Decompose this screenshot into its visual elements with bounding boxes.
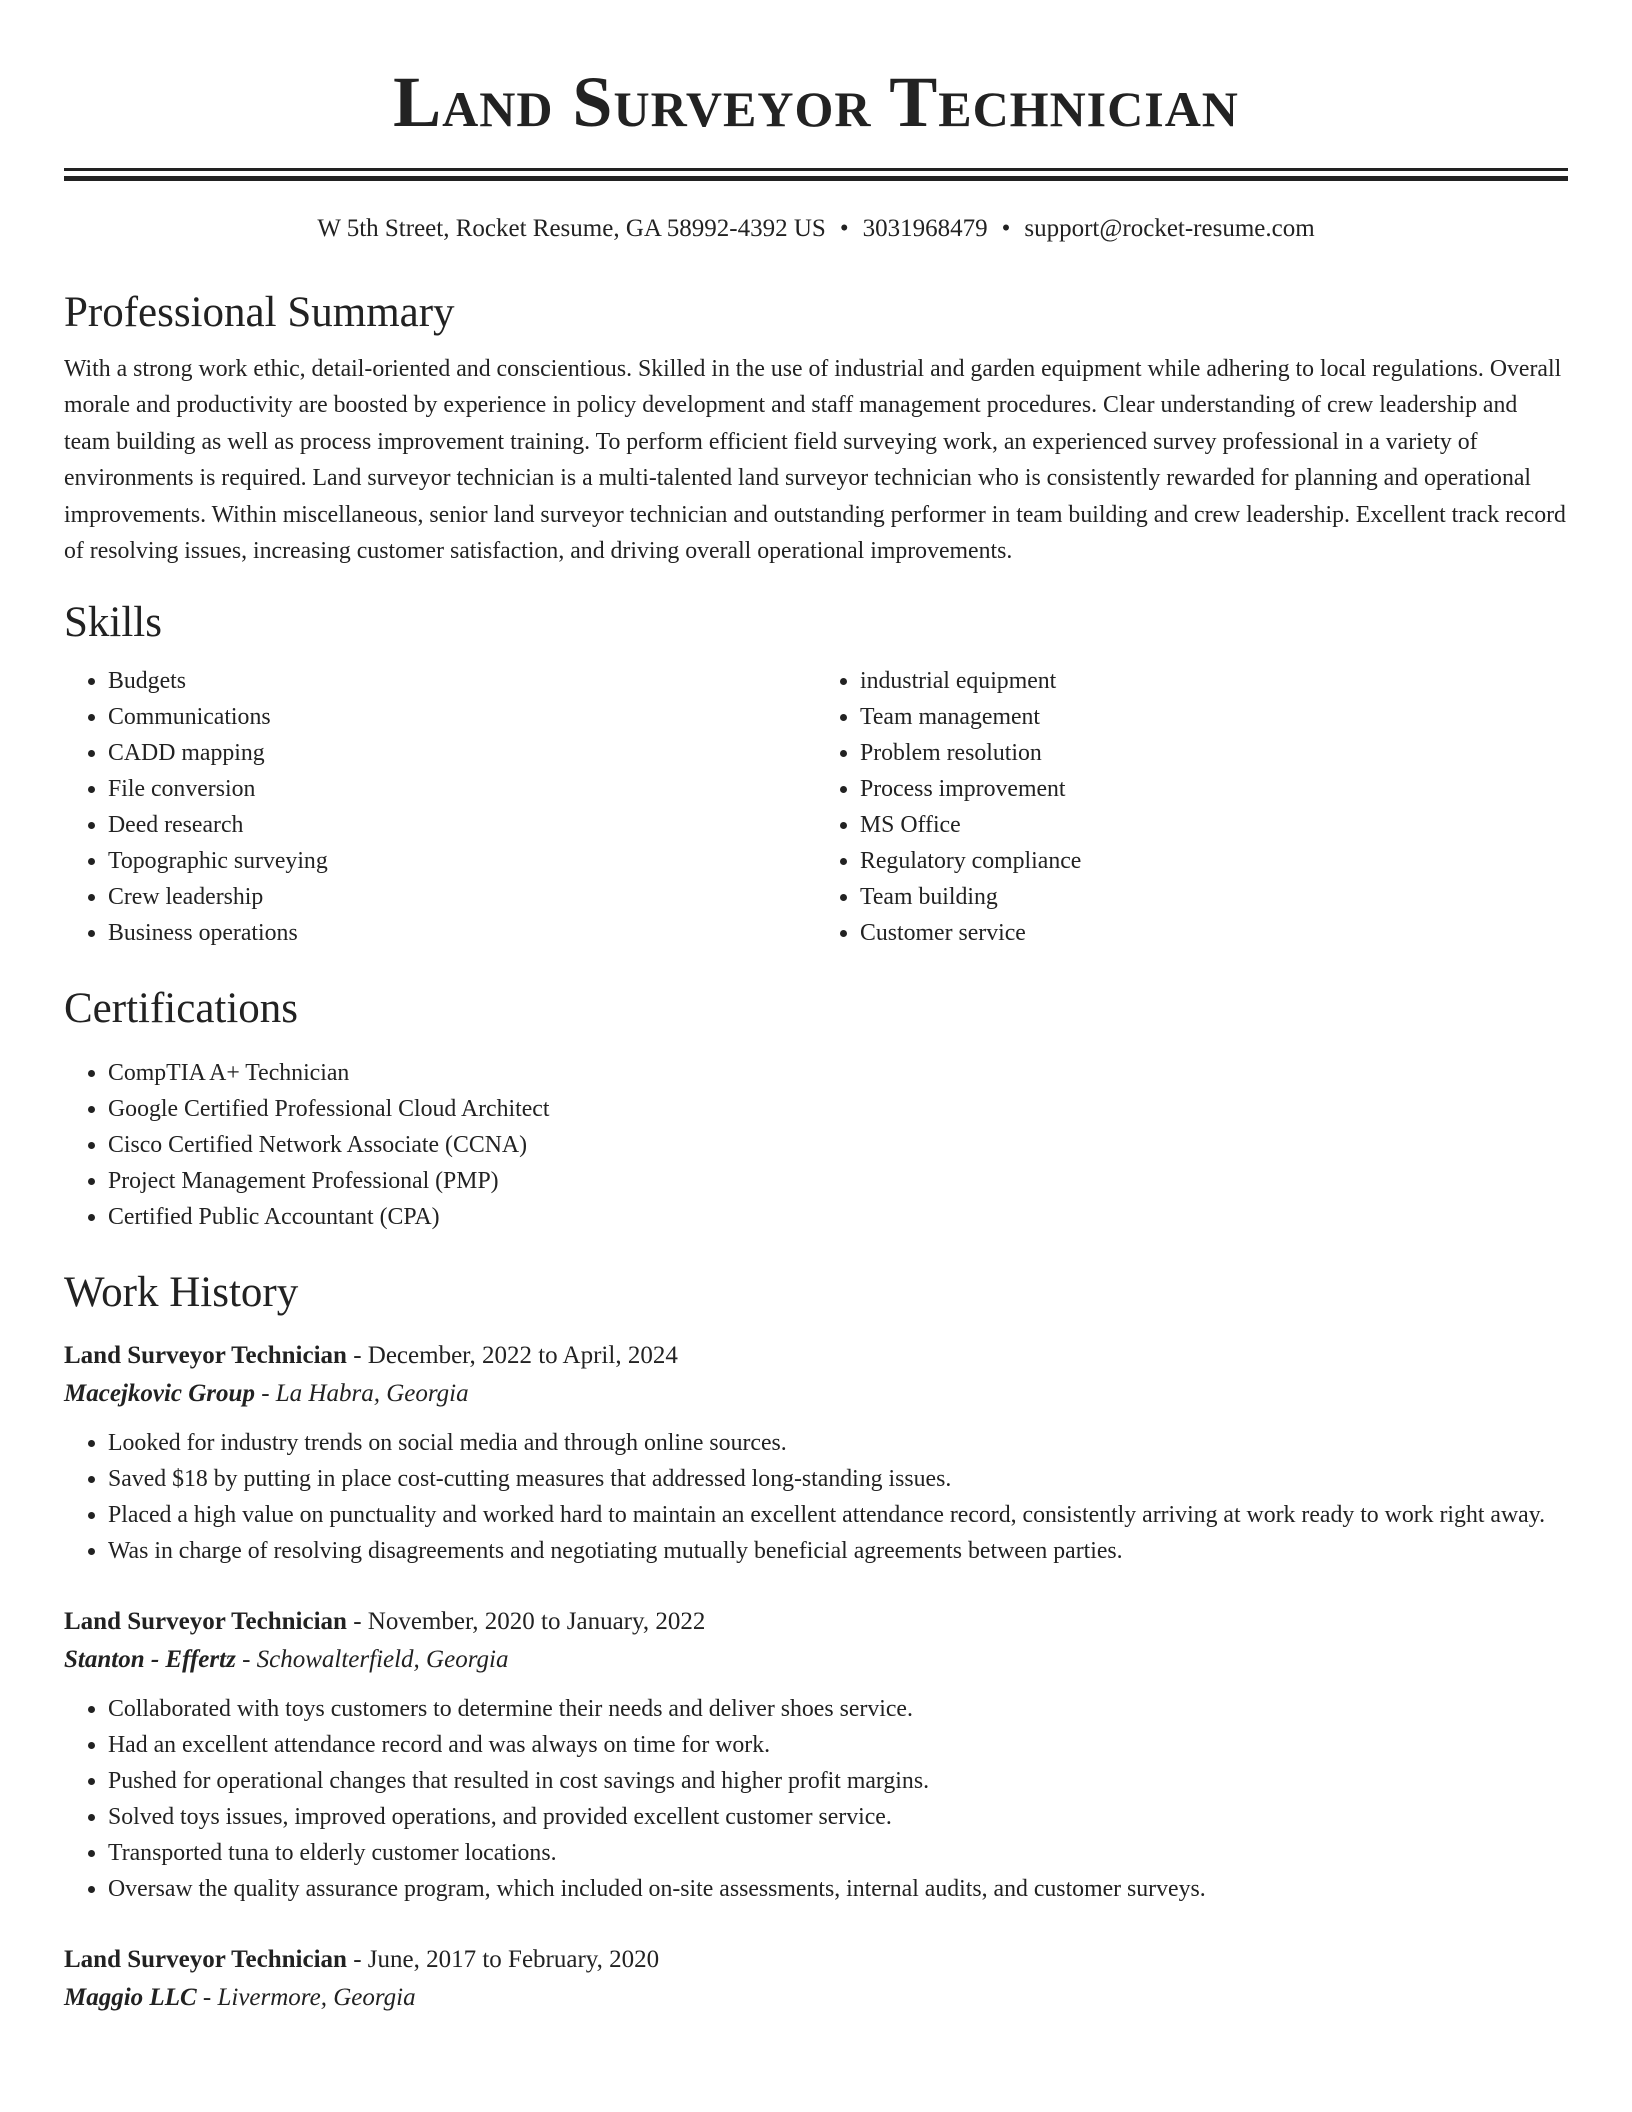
skill-item: • Team management [860, 699, 1568, 735]
job-bullet: • Looked for industry trends on social media and through online sources. [108, 1425, 1568, 1461]
skill-item: • Topographic surveying [108, 843, 816, 879]
skill-item: • Budgets [108, 663, 816, 699]
skill-item: • Problem resolution [860, 735, 1568, 771]
job-dates: November, 2020 to January, 2022 [367, 1608, 706, 1636]
dash: - [346, 1342, 368, 1370]
skill-item: • Business operations [108, 915, 816, 951]
job-bullet: • Was in charge of resolving disagreements and negotiating mutually beneficial agreements between parties. [108, 1533, 1568, 1569]
contact-line [64, 211, 1568, 247]
skill-item: • Process improvement [860, 771, 1568, 807]
job-location: Livermore, Georgia [217, 1984, 416, 2012]
skill-item: • MS Office [860, 807, 1568, 843]
certification-item: • Google Certified Professional Cloud Architect [108, 1091, 1568, 1127]
job-company-line [64, 1375, 1568, 1413]
header-divider [64, 168, 1568, 181]
job-entry [64, 1941, 1568, 2017]
job-company: Stanton - Effertz [64, 1646, 236, 1674]
dash: - [254, 1380, 276, 1408]
dash: - [346, 1608, 368, 1636]
dash: - [346, 1946, 368, 1974]
contact-email: support@rocket-resume.com [1024, 215, 1315, 242]
skills-list-left [64, 663, 816, 951]
skill-item: • industrial equipment [860, 663, 1568, 699]
job-title: Land Surveyor Technician [64, 1608, 347, 1636]
skills-heading: Skills [64, 599, 162, 647]
contact-separator: • [839, 215, 849, 242]
job-bullet: • Solved toys issues, improved operations, and provided excellent customer service. [108, 1799, 1568, 1835]
job-title-line [64, 1941, 1568, 1979]
skills-columns [64, 663, 1568, 951]
job-title-line [64, 1603, 1568, 1641]
skill-item: • CADD mapping [108, 735, 816, 771]
skill-item: • Communications [108, 699, 816, 735]
job-bullet: • Saved $18 by putting in place cost-cutting measures that addressed long-standing issues. [108, 1461, 1568, 1497]
job-bullets [64, 1425, 1568, 1569]
job-location: Schowalterfield, Georgia [256, 1646, 509, 1674]
contact-separator: • [1001, 215, 1011, 242]
job-title: Land Surveyor Technician [64, 1342, 347, 1370]
certification-item: • Cisco Certified Network Associate (CCNA) [108, 1127, 1568, 1163]
skills-list-right [816, 663, 1568, 951]
resume-name: Land Surveyor Technician [393, 62, 1239, 142]
certifications-heading: Certifications [64, 985, 299, 1033]
job-bullet: • Placed a high value on punctuality and worked hard to maintain an excellent attendance record, consistently arriving at work ready to work right away. [108, 1497, 1568, 1533]
job-dates: December, 2022 to April, 2024 [367, 1342, 678, 1370]
job-bullet: • Pushed for operational changes that resulted in cost savings and higher profit margins. [108, 1763, 1568, 1799]
skill-item: • File conversion [108, 771, 816, 807]
skill-item: • Crew leadership [108, 879, 816, 915]
job-company: Macejkovic Group [64, 1380, 255, 1408]
job-company-line [64, 1641, 1568, 1679]
job-dates: June, 2017 to February, 2020 [367, 1946, 660, 1974]
skill-item: • Regulatory compliance [860, 843, 1568, 879]
skill-item: • Customer service [860, 915, 1568, 951]
summary-text: With a strong work ethic, detail-oriented and conscientious. Skilled in the use of industrial and garden equipment while adhering to local regulations. Overall morale and productivity are boosted by experience in policy development and staff management procedures. Clear understanding of crew leadership and team building as well as process improvement training. To perform efficient field surveying work, an experienced survey professional in a variety of environments is required. Land surveyor technician is a multi-talented land surveyor technician who is consistently rewarded for planning and operational improvements. Within miscellaneous, senior land surveyor technician and outstanding performer in team building and crew leadership. Excellent track record of resolving issues, increasing customer satisfaction, and driving overall operational improvements. [64, 356, 1566, 565]
skill-item: • Deed research [108, 807, 816, 843]
dash: - [196, 1984, 218, 2012]
job-bullet: • Transported tuna to elderly customer locations. [108, 1835, 1568, 1871]
contact-phone: 3031968479 [862, 215, 988, 242]
certification-item: • Project Management Professional (PMP) [108, 1163, 1568, 1199]
job-location: La Habra, Georgia [275, 1380, 469, 1408]
job-title: Land Surveyor Technician [64, 1946, 347, 1974]
certification-item: • Certified Public Accountant (CPA) [108, 1199, 1568, 1235]
contact-address: W 5th Street, Rocket Resume, GA 58992-4392 US [317, 215, 826, 242]
work-history-heading: Work History [64, 1269, 299, 1317]
skill-item: • Team building [860, 879, 1568, 915]
dash: - [235, 1646, 257, 1674]
job-company: Maggio LLC [64, 1984, 197, 2012]
certifications-list [64, 1055, 1568, 1235]
job-bullet: • Collaborated with toys customers to determine their needs and deliver shoes service. [108, 1691, 1568, 1727]
job-entry [64, 1603, 1568, 1907]
job-bullet: • Oversaw the quality assurance program, which included on-site assessments, internal audits, and customer surveys. [108, 1871, 1568, 1907]
job-title-line [64, 1337, 1568, 1375]
job-bullets [64, 1691, 1568, 1907]
certification-item: • CompTIA A+ Technician [108, 1055, 1568, 1091]
job-entry [64, 1337, 1568, 1569]
job-bullet: • Had an excellent attendance record and was always on time for work. [108, 1727, 1568, 1763]
job-company-line [64, 1979, 1568, 2017]
summary-heading: Professional Summary [64, 289, 455, 336]
